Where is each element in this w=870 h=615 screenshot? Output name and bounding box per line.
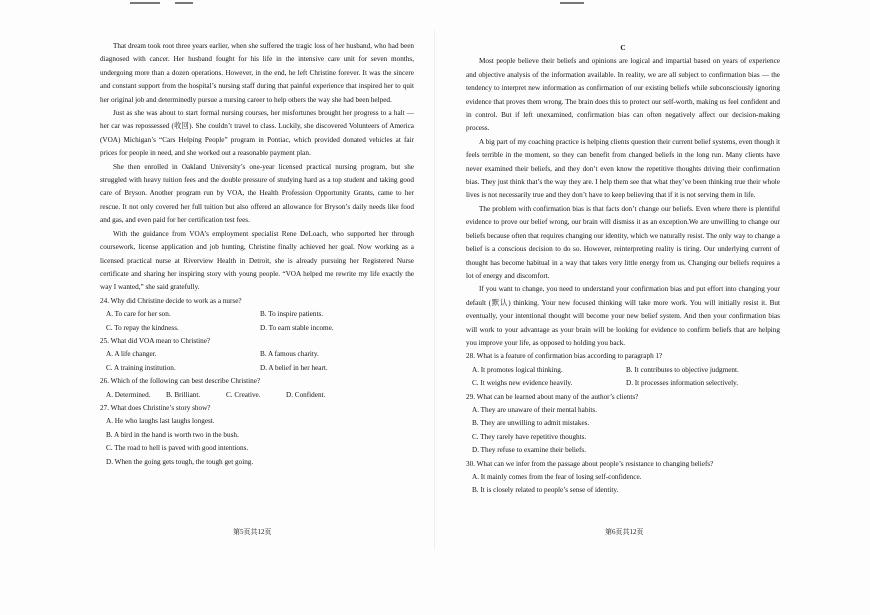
- option-a: A. A life changer.: [106, 350, 157, 359]
- question-29: [466, 391, 780, 458]
- question-stem: 29. What can be learned about many of the author’s clients?: [466, 392, 639, 401]
- scan-artifact: [0, 0, 870, 10]
- paragraph: If you want to change, you need to understand your confirmation bias and put effort into changing your default (默认) thinking. Your new focused thinking will take more work. You will initially resist it. But eventually, your intentional thought will become your new belief system. And then your confirmation bias will work to your advantage as your brain will be looking for evidence to confirm beliefs that are helping you improve your life, as opposed to holding you back.: [466, 285, 780, 347]
- page-divider: [434, 30, 435, 550]
- question-stem: 26. Which of the following can best describe Christine?: [100, 377, 261, 386]
- option-a: A. To care for her son.: [106, 310, 171, 319]
- question-28: [466, 350, 780, 390]
- option-b: B. To inspire patients.: [260, 310, 324, 319]
- option-c: C. They rarely have repetitive thoughts.: [472, 432, 587, 441]
- option-a: A. They are unaware of their mental habits.: [472, 405, 598, 414]
- paragraph: The problem with confirmation bias is that facts don’t change our beliefs. Even where there is plentiful evidence to prove our belief wrong, our brain will dismiss it as an exception.We are unwilling to change our beliefs because often that requires changing our identity, which we naturally resist. The only way to change a belief is a conscious decision to do so. However, reinterpreting reality is tiring. Our underlying current of thought has become habitual in a way that takes very little energy from us. Changing our beliefs requires a lot of energy and discomfort.: [466, 204, 780, 280]
- question-stem: 30. What can we infer from the passage about people’s resistance to changing beliefs?: [466, 459, 714, 468]
- option-c: C. It weighs new evidence heavily.: [472, 379, 573, 388]
- question-stem: 28. What is a feature of confirmation bias according to paragraph 1?: [466, 352, 663, 361]
- question-25: [100, 335, 414, 375]
- question-26: [100, 375, 414, 402]
- option-b: B. A famous charity.: [260, 350, 319, 359]
- option-d: D. To earn stable income.: [260, 323, 334, 332]
- option-a: A. He who laughs last laughs longest.: [106, 417, 215, 426]
- question-stem: 27. What does Christine’s story show?: [100, 403, 211, 412]
- paragraph: Just as she was about to start formal nursing courses, her misfortunes brought her progress to a halt — her car was repossessed (收回). She couldn’t travel to class. Luckily, she discovered Volunteers of America (VOA) Michigan’s “Cars Helping People” program in Pontiac, which provided donated vehicles at fair prices for people in need, and she worked out a reasonable payment plan.: [100, 109, 414, 158]
- option-c: C. Creative.: [226, 390, 261, 399]
- option-b: B. It is closely related to people’s sense of identity.: [472, 486, 619, 495]
- option-c: C. The road to hell is paved with good intentions.: [106, 444, 249, 453]
- page-number: 第5页共12页: [233, 528, 272, 536]
- question-stem: 24. Why did Christine decide to work as a nurse?: [100, 296, 242, 305]
- question-stem: 25. What did VOA mean to Christine?: [100, 336, 211, 345]
- option-d: D. Confident.: [286, 390, 326, 399]
- right-page: [466, 40, 780, 498]
- option-d: D. A belief in her heart.: [260, 363, 328, 372]
- option-b: B. They are unwilling to admit mistakes.: [472, 419, 590, 428]
- option-d: D. They refuse to examine their beliefs.: [472, 446, 587, 455]
- question-27: [100, 402, 414, 469]
- paragraph: That dream took root three years earlier, when she suffered the tragic loss of her husband, who had been diagnosed with cancer. Her husband fought for his life in the intensive care unit for seven months, undergoing more than a dozen operations. However, in the end, he left Christine forever. It was the sincere and constant support from the hospital’s nursing staff during that painful experience that inspired her to quit her original job and determinedly pursue a nursing career to help others the way she had been helped.: [100, 42, 414, 104]
- paragraph: With the guidance from VOA’s employment specialist Rene DeLoach, who supported her through coursework, license application and job hunting, Christine finally achieved her goal. Now working as a licensed practical nurse at Riverview Health in Detroit, she is already pursuing her Registered Nurse certificate and sharing her inspiring story with young people. “VOA helped me rewrite my life exactly the way I wanted,” she said gratefully.: [100, 229, 414, 292]
- option-d: D. It processes information selectively.: [626, 379, 739, 388]
- option-a: A. Determined.: [106, 390, 151, 399]
- option-c: C. To repay the kindness.: [106, 323, 179, 332]
- paragraph: She then enrolled in Oakland University’s one-year licensed practical nursing program, but she struggled with heavy tuition fees and the double pressure of studying hard as a top student and taking good care of Bryson. Another program run by VOA, the Health Profession Opportunity Grants, came to her rescue. It not only covered her full tuition but also offered an allowance for Bryson’s daily needs like food and gas, and even paid for her certification test fees.: [100, 162, 414, 225]
- option-a: A. It mainly comes from the fear of losing self-confidence.: [472, 473, 642, 481]
- option-c: C. A training institution.: [106, 363, 176, 372]
- option-b: B. It contributes to objective judgment.: [626, 365, 739, 374]
- option-d: D. When the going gets tough, the tough get going.: [106, 457, 254, 466]
- option-b: B. Brilliant.: [166, 390, 201, 399]
- section-heading: C: [620, 44, 626, 52]
- question-24: [100, 295, 414, 335]
- option-b: B. A bird in the hand is worth two in the bush.: [106, 430, 239, 439]
- left-page: [100, 40, 414, 469]
- paragraph: Most people believe their beliefs and opinions are logical and impartial based on years of experience and objective analysis of the information available. In reality, we are all subject to confirmation bias — the tendency to interpret new information as confirmation of our existing beliefs while subconsciously ignoring evidence that proves them wrong. The brain does this to protect our self-worth, making us feel confident and in control. But if left unexamined, confirmation bias can often negatively affect our decision-making process.: [466, 57, 780, 133]
- page-number: 第6页共12页: [605, 528, 644, 536]
- paragraph: A big part of my coaching practice is helping clients question their current belief systems, even though it feels terrible in the moment, so they can benefit from changed beliefs in the long run. Many clients have never examined their beliefs, and they don’t even know the repetitive thoughts driving their confirmation bias. They just think that’s the way they are. I help them see that what they’ve been thinking true their whole lives is not necessarily true and they don’t have to keep believing that if it is not serving them in life.: [466, 137, 780, 200]
- option-a: A. It promotes logical thinking.: [472, 365, 563, 374]
- question-30: [466, 458, 780, 498]
